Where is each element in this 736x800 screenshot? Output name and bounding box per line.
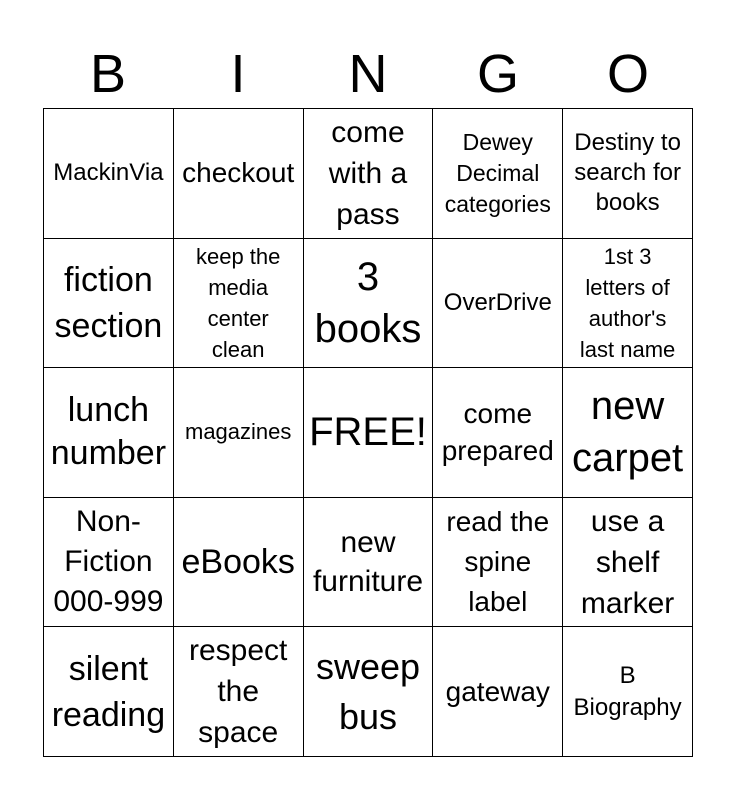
bingo-cell[interactable] bbox=[44, 239, 174, 369]
header-letter-o: O bbox=[606, 44, 649, 104]
bingo-cell[interactable] bbox=[563, 239, 693, 369]
cell-text: read the spine label bbox=[446, 506, 550, 618]
cell-text: OverDrive bbox=[443, 288, 552, 316]
bingo-header bbox=[43, 40, 693, 108]
bingo-cell[interactable] bbox=[433, 239, 563, 369]
bingo-cell[interactable] bbox=[304, 368, 434, 498]
cell-text: come prepared bbox=[441, 398, 554, 467]
bingo-cell[interactable] bbox=[304, 239, 434, 369]
bingo-cell[interactable] bbox=[304, 498, 434, 628]
cell-text: sweep bus bbox=[315, 645, 421, 737]
cell-text: keep the media center clean bbox=[195, 243, 281, 362]
bingo-cell[interactable] bbox=[174, 627, 304, 757]
cell-text: 1st 3 letters of author's last name bbox=[579, 243, 676, 362]
bingo-cell[interactable] bbox=[433, 368, 563, 498]
bingo-cell[interactable] bbox=[174, 239, 304, 369]
bingo-grid bbox=[43, 108, 693, 757]
bingo-cell[interactable] bbox=[44, 627, 174, 757]
cell-text: fiction section bbox=[54, 260, 163, 345]
cell-text: use a shelf marker bbox=[580, 504, 675, 620]
cell-text: new carpet bbox=[572, 384, 684, 481]
header-letter-g: G bbox=[476, 44, 519, 104]
bingo-cell[interactable] bbox=[174, 498, 304, 628]
bingo-cell[interactable] bbox=[44, 498, 174, 628]
cell-text: gateway bbox=[445, 675, 550, 707]
cell-text: lunch number bbox=[50, 391, 167, 473]
bingo-cell[interactable] bbox=[433, 498, 563, 628]
cell-text: MackinVia bbox=[53, 159, 164, 187]
cell-text: checkout bbox=[182, 157, 295, 189]
bingo-cell[interactable] bbox=[44, 109, 174, 239]
cell-text: B Biography bbox=[573, 661, 682, 721]
bingo-cell[interactable] bbox=[304, 109, 434, 239]
cell-text: magazines bbox=[185, 419, 292, 445]
bingo-cell[interactable] bbox=[563, 627, 693, 757]
cell-text: new furniture bbox=[312, 526, 424, 599]
bingo-cell[interactable] bbox=[174, 109, 304, 239]
bingo-cell[interactable] bbox=[44, 368, 174, 498]
bingo-cell[interactable] bbox=[304, 627, 434, 757]
cell-text: Dewey Decimal categories bbox=[444, 128, 551, 217]
cell-text: respect the space bbox=[189, 634, 288, 750]
bingo-cell[interactable] bbox=[563, 368, 693, 498]
bingo-cell[interactable] bbox=[433, 109, 563, 239]
cell-text: silent reading bbox=[51, 649, 166, 734]
cell-text: Destiny to search for books bbox=[574, 129, 681, 217]
cell-text: come with a pass bbox=[328, 115, 408, 231]
bingo-cell[interactable] bbox=[563, 109, 693, 239]
cell-text: eBooks bbox=[181, 543, 295, 582]
cell-text: Non- Fiction 000-999 bbox=[53, 505, 164, 619]
header-letter-i: I bbox=[230, 44, 246, 104]
header-letter-b: B bbox=[89, 44, 127, 104]
bingo-cell[interactable] bbox=[433, 627, 563, 757]
header-letter-n: N bbox=[348, 44, 388, 104]
cell-text: FREE! bbox=[309, 410, 427, 455]
cell-text: 3 books bbox=[314, 254, 422, 351]
bingo-cell[interactable] bbox=[563, 498, 693, 628]
bingo-cell[interactable] bbox=[174, 368, 304, 498]
